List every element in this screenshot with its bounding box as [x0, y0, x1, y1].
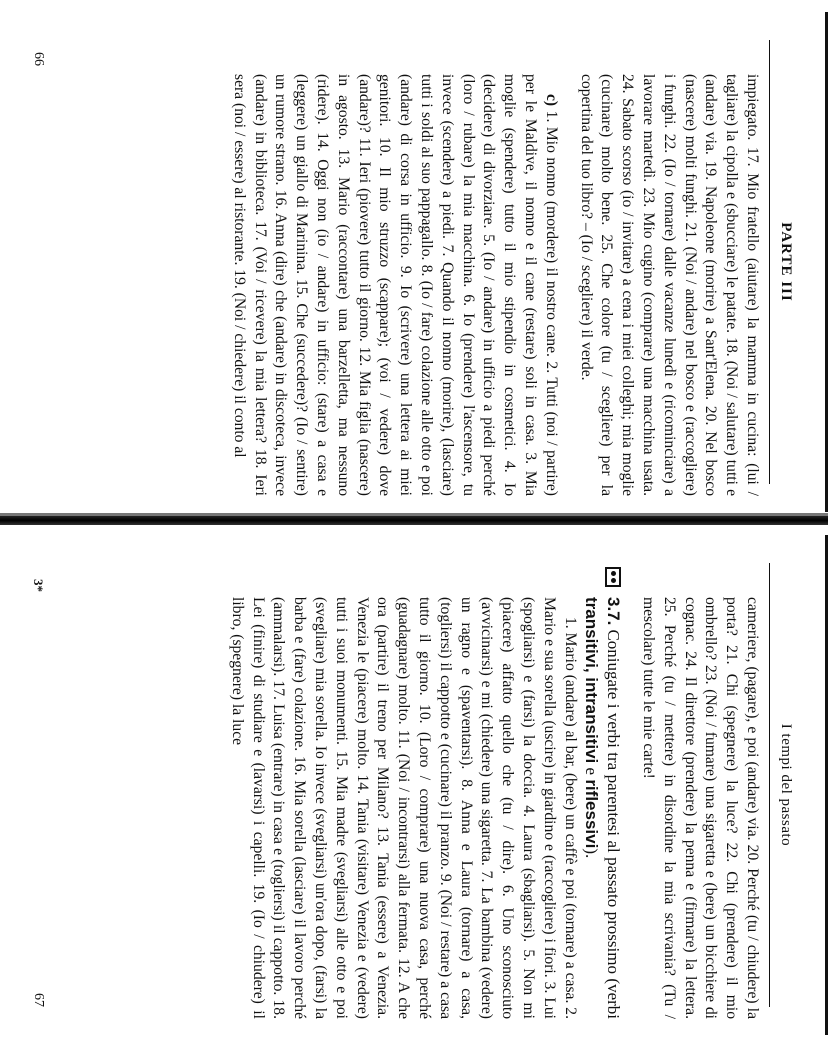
left-page — [0, 12, 828, 512]
title-part: Coniugate i verbi tra parentesi al passato prossimo (verbi — [604, 629, 624, 1020]
title-part: ). — [582, 848, 602, 859]
signature-mark: 3* — [31, 579, 46, 592]
running-head-right — [777, 535, 794, 1035]
header-rule — [769, 40, 770, 484]
book-gutter — [0, 516, 828, 525]
title-bold: riflessivi — [582, 779, 602, 849]
exercise-text: 1. Mario (andare) al bar, (bere) un caffè e poi (tornare) a casa. 2. Mario e sua sorella (uscire) in giardino e (raccogliere) i fiori. 3. Lui (spogliarsi) e (farsi) la doccia. 4. Laura (sbagliarsi). 5. Non mi (piacere) affatto quello che (tu / dire). 6. Uno sconosciuto (avvicinarsi) e mi (chiedere) una sigaretta. 7. La bambina (vedere) un ragno e (spaventarsi). 8. Anna e Laura (tornare) a casa, (togliersi) il cappotto e (cucinare) il pranzo. 9. (Noi / restare) a casa tutto il giorno. 10. (Loro / comprare) una nuova casa, perché (guadagnare) molto. 11. (Noi / incontrarsi) alla fermata. 12. A che ora (partire) il treno per Milano? 13. Tania (essere) a Venezia. Venezia le (piacere) molto. 14. Tania (visitare) Venezia e (vedere) tutti i suoi monumenti. 15. Mia madre (svegliarsi) alle otto e poi (svegliare) mia sorella. Io invece (svegliarsi) un'ora dopo, (farsi) la barba e (fare) colazione. 16. Mia sorella (lasciare) il lavoro perché (ammalarsi). 17. Luisa (entrare) in casa e (togliersi) il cappotto. 18. Lei (finire) di studiare e (lavarsi) i capelli. 19. (Io / chiudere) il libro, (spegnere) la luce — [228, 597, 579, 1019]
header-rule — [769, 563, 770, 1007]
right-text-block — [226, 597, 762, 1019]
exercise-number: 3.7. — [604, 597, 624, 626]
page-number-right: 67 — [31, 993, 46, 1007]
section-title: PARTE III — [778, 222, 794, 302]
page-number-left: 66 — [31, 52, 46, 66]
left-text-block — [228, 74, 762, 496]
exercise-c — [228, 74, 561, 496]
paragraph: cameriere, (pagare), e poi (andare) via. 20. Perché (tu / chiudere) la porta? 21. Chi (spegnere) la luce? 22. Chi (prendere) il mio ombrello? 23. (Noi / fumare) una sigaretta e (bere) un bicchiere di cognac. 24. Il direttore (prendere) la penna e (firmare) la lettera. 25. Perché (tu / mettere) in disordine la mia scrivania? (Tu / mescolare) tutte le mie carte! — [640, 597, 761, 1019]
exercise-title — [582, 597, 623, 1019]
title-part: e — [582, 763, 602, 780]
audio-cd-icon — [605, 567, 621, 587]
exercise-label: c) — [542, 94, 560, 107]
title-bold: transitivi, intransitivi — [582, 597, 602, 764]
exercise-c-text: 1. Mio nonno (mordere) il nostro cane. 2. Tutti (noi / partire) per le Maldive, il nonno e il cane (restare) soli in casa. 3. Mia moglie (spendere) tutto il mio stipendio in cosmetici. 4. Io (decidere) di divorziare. 5. (Io / andare) in ufficio a piedi perché (loro / rubare) la mia macchina. 6. Io (prendere) l'ascensore, tu invece (scendere) a piedi. 7. Quando il nonno (morire), (lasciare) tutti i soldi al suo pappagallo. 8. (Io / fare) colazione alle otto e poi (andare) di corsa in ufficio. 9. Io (scrivere) una lettera ai miei genitori. 10. Il mio struzzo (scappare); (voi / vedere) dove (andare)? 11. Ieri (piovere) tutto il giorno. 12. Mia figlia (nascere) in agosto. 13. Mario (raccontare) una barzelletta, ma nessuno (ridere). 14. Oggi non (io / andare) in ufficio: (stare) a casa e (leggere) un giallo di Marinina. 15. Che (succedere)? (Io / sentire) un rumore strano. 16. Anna (dire) che (andare) in discoteca, invece (andare) in biblioteca. 17. (Voi / ricevere) la mia lettera? 18. Ieri sera (noi / essere) al ristorante. 19. (Noi / chiedere) il conto al — [230, 74, 560, 496]
exercise-heading — [580, 597, 624, 1019]
paragraph: impiegato. 17. Mio fratello (aiutare) la mamma in cucina: (lui / tagliare) la cipolla e (sbucciare) le patate. 18. (Noi / salutare) tutti e (andare) via. 19. Napoleone (morire) a Sant'Elena. 20. Nel bosco (nascere) molti funghi. 21. (Noi / andare) nel bosco e (raccogliere) i funghi. 22. (Io / tornare) dalle vacanze lunedì e (ricominciare) a lavorare martedì. 23. Mio cugino (comprare) una macchina usata. 24. Sabato scorso (io / invitare) a cena i miei colleghi; mia moglie (cucinare) molto bene. 25. Che colore (tu / scegliere) per la copertina del tuo libro? – (Io / scegliere) il verde. — [577, 74, 761, 496]
right-page — [0, 535, 828, 1035]
chapter-title: I tempi del passato — [778, 723, 794, 847]
running-head-left — [777, 12, 794, 512]
